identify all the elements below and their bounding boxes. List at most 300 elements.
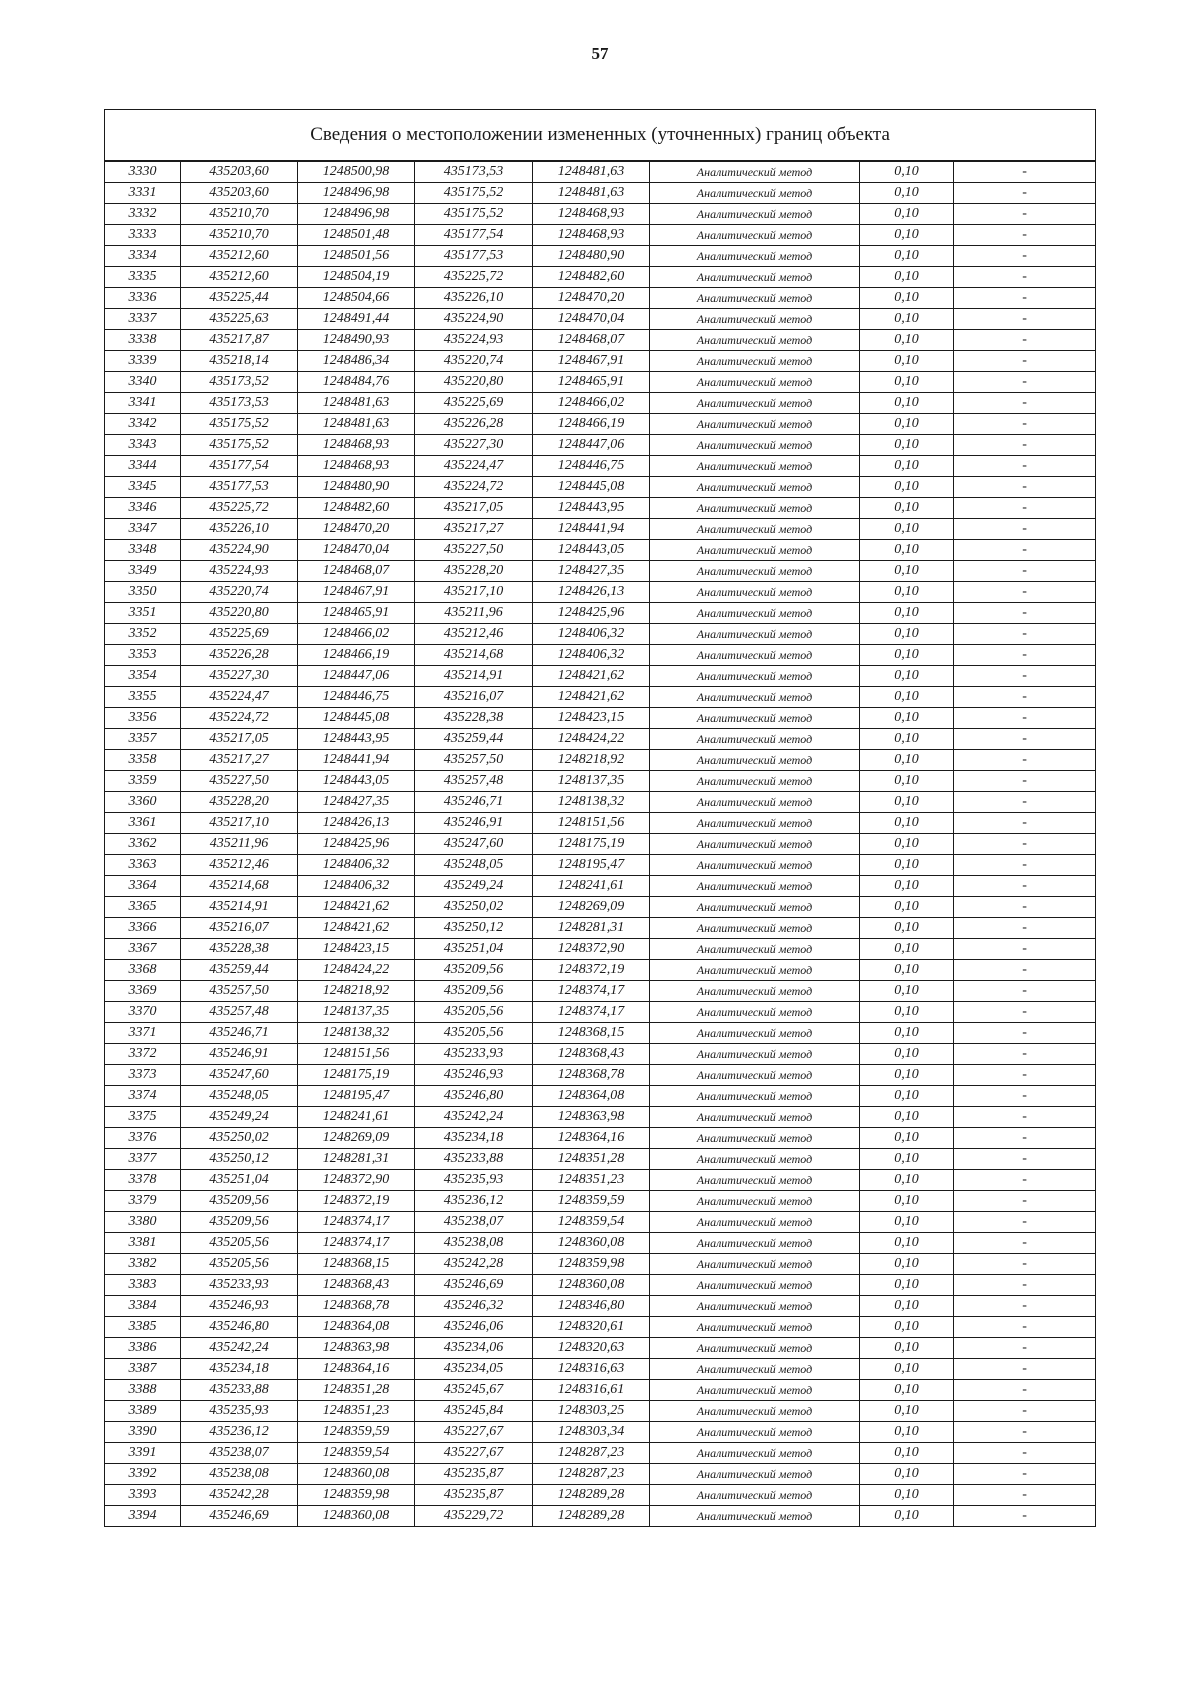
table-row (105, 1233, 1096, 1254)
page-number: 57 (591, 44, 609, 63)
cell-x-old: 435251,04 (181, 1170, 298, 1191)
cell-note: - (954, 1380, 1096, 1401)
cell-accuracy: 0,10 (860, 1065, 954, 1086)
cell-y-old: 1248466,19 (298, 645, 415, 666)
cell-accuracy: 0,10 (860, 225, 954, 246)
table-row (105, 1485, 1096, 1506)
cell-y-old: 1248406,32 (298, 855, 415, 876)
cell-point: 3357 (105, 729, 181, 750)
cell-x-old: 435211,96 (181, 834, 298, 855)
cell-accuracy: 0,10 (860, 1464, 954, 1485)
cell-point: 3344 (105, 456, 181, 477)
cell-method: Аналитический метод (650, 1170, 860, 1191)
cell-y-old: 1248368,43 (298, 1275, 415, 1296)
table-row (105, 666, 1096, 687)
cell-note: - (954, 687, 1096, 708)
cell-method: Аналитический метод (650, 351, 860, 372)
cell-method: Аналитический метод (650, 687, 860, 708)
cell-accuracy: 0,10 (860, 1443, 954, 1464)
cell-y-old: 1248359,98 (298, 1485, 415, 1506)
cell-point: 3387 (105, 1359, 181, 1380)
cell-method: Аналитический метод (650, 183, 860, 204)
cell-x-new: 435259,44 (415, 729, 533, 750)
cell-method: Аналитический метод (650, 435, 860, 456)
cell-method: Аналитический метод (650, 771, 860, 792)
cell-method: Аналитический метод (650, 161, 860, 183)
cell-x-new: 435217,10 (415, 582, 533, 603)
cell-note: - (954, 1275, 1096, 1296)
cell-note: - (954, 1485, 1096, 1506)
cell-x-new: 435249,24 (415, 876, 533, 897)
cell-x-new: 435250,02 (415, 897, 533, 918)
cell-method: Аналитический метод (650, 1254, 860, 1275)
table-row (105, 1086, 1096, 1107)
cell-y-old: 1248425,96 (298, 834, 415, 855)
cell-method: Аналитический метод (650, 939, 860, 960)
cell-x-old: 435236,12 (181, 1422, 298, 1443)
cell-note: - (954, 1023, 1096, 1044)
cell-method: Аналитический метод (650, 1107, 860, 1128)
cell-x-new: 435209,56 (415, 981, 533, 1002)
cell-point: 3348 (105, 540, 181, 561)
cell-x-old: 435225,72 (181, 498, 298, 519)
table-row (105, 981, 1096, 1002)
cell-y-new: 1248424,22 (533, 729, 650, 750)
cell-y-new: 1248320,61 (533, 1317, 650, 1338)
cell-method: Аналитический метод (650, 1044, 860, 1065)
cell-note: - (954, 1296, 1096, 1317)
cell-y-new: 1248423,15 (533, 708, 650, 729)
cell-method: Аналитический метод (650, 960, 860, 981)
cell-accuracy: 0,10 (860, 876, 954, 897)
cell-accuracy: 0,10 (860, 582, 954, 603)
cell-note: - (954, 1086, 1096, 1107)
table-row (105, 246, 1096, 267)
table-row (105, 267, 1096, 288)
cell-accuracy: 0,10 (860, 204, 954, 225)
cell-point: 3382 (105, 1254, 181, 1275)
cell-point: 3358 (105, 750, 181, 771)
cell-method: Аналитический метод (650, 1422, 860, 1443)
cell-note: - (954, 1422, 1096, 1443)
cell-y-old: 1248427,35 (298, 792, 415, 813)
cell-y-new: 1248468,93 (533, 225, 650, 246)
cell-point: 3367 (105, 939, 181, 960)
table-row (105, 876, 1096, 897)
cell-accuracy: 0,10 (860, 729, 954, 750)
cell-y-old: 1248363,98 (298, 1338, 415, 1359)
cell-point: 3364 (105, 876, 181, 897)
cell-point: 3342 (105, 414, 181, 435)
table-row (105, 161, 1096, 183)
cell-x-new: 435224,47 (415, 456, 533, 477)
cell-y-new: 1248316,63 (533, 1359, 650, 1380)
cell-y-new: 1248289,28 (533, 1485, 650, 1506)
cell-point: 3369 (105, 981, 181, 1002)
cell-y-new: 1248468,07 (533, 330, 650, 351)
table-row (105, 960, 1096, 981)
cell-note: - (954, 750, 1096, 771)
cell-x-new: 435228,20 (415, 561, 533, 582)
cell-x-old: 435212,60 (181, 246, 298, 267)
cell-note: - (954, 1170, 1096, 1191)
cell-x-new: 435175,52 (415, 183, 533, 204)
table-row (105, 519, 1096, 540)
cell-point: 3335 (105, 267, 181, 288)
cell-point: 3363 (105, 855, 181, 876)
cell-method: Аналитический метод (650, 1212, 860, 1233)
cell-note: - (954, 1233, 1096, 1254)
cell-y-new: 1248372,90 (533, 939, 650, 960)
cell-y-new: 1248359,98 (533, 1254, 650, 1275)
cell-x-new: 435245,67 (415, 1380, 533, 1401)
cell-note: - (954, 204, 1096, 225)
cell-point: 3360 (105, 792, 181, 813)
cell-x-new: 435235,93 (415, 1170, 533, 1191)
cell-method: Аналитический метод (650, 876, 860, 897)
cell-point: 3347 (105, 519, 181, 540)
table-row (105, 1443, 1096, 1464)
cell-x-new: 435247,60 (415, 834, 533, 855)
cell-point: 3385 (105, 1317, 181, 1338)
cell-x-old: 435246,69 (181, 1506, 298, 1527)
cell-note: - (954, 267, 1096, 288)
table-row (105, 1506, 1096, 1527)
cell-point: 3386 (105, 1338, 181, 1359)
cell-x-new: 435246,80 (415, 1086, 533, 1107)
cell-y-old: 1248151,56 (298, 1044, 415, 1065)
cell-note: - (954, 729, 1096, 750)
cell-y-old: 1248445,08 (298, 708, 415, 729)
cell-method: Аналитический метод (650, 204, 860, 225)
table-row (105, 1023, 1096, 1044)
cell-y-old: 1248421,62 (298, 918, 415, 939)
cell-y-old: 1248351,23 (298, 1401, 415, 1422)
cell-point: 3332 (105, 204, 181, 225)
cell-y-old: 1248468,07 (298, 561, 415, 582)
cell-note: - (954, 1107, 1096, 1128)
cell-x-old: 435225,44 (181, 288, 298, 309)
cell-point: 3371 (105, 1023, 181, 1044)
cell-y-old: 1248470,20 (298, 519, 415, 540)
cell-method: Аналитический метод (650, 1023, 860, 1044)
cell-x-old: 435220,80 (181, 603, 298, 624)
cell-accuracy: 0,10 (860, 498, 954, 519)
cell-method: Аналитический метод (650, 1464, 860, 1485)
cell-method: Аналитический метод (650, 1359, 860, 1380)
cell-x-old: 435175,52 (181, 435, 298, 456)
cell-accuracy: 0,10 (860, 477, 954, 498)
cell-x-new: 435246,93 (415, 1065, 533, 1086)
cell-y-new: 1248138,32 (533, 792, 650, 813)
cell-point: 3351 (105, 603, 181, 624)
cell-method: Аналитический метод (650, 792, 860, 813)
cell-accuracy: 0,10 (860, 1149, 954, 1170)
cell-note: - (954, 246, 1096, 267)
cell-point: 3384 (105, 1296, 181, 1317)
table-row (105, 435, 1096, 456)
cell-method: Аналитический метод (650, 1275, 860, 1296)
cell-y-new: 1248406,32 (533, 624, 650, 645)
cell-x-old: 435247,60 (181, 1065, 298, 1086)
cell-note: - (954, 540, 1096, 561)
cell-accuracy: 0,10 (860, 1107, 954, 1128)
table-row (105, 1002, 1096, 1023)
cell-y-old: 1248443,05 (298, 771, 415, 792)
cell-point: 3389 (105, 1401, 181, 1422)
cell-method: Аналитический метод (650, 519, 860, 540)
cell-accuracy: 0,10 (860, 288, 954, 309)
cell-x-new: 435246,32 (415, 1296, 533, 1317)
table-row (105, 1275, 1096, 1296)
cell-y-new: 1248465,91 (533, 372, 650, 393)
cell-x-old: 435259,44 (181, 960, 298, 981)
cell-accuracy: 0,10 (860, 750, 954, 771)
cell-method: Аналитический метод (650, 1296, 860, 1317)
cell-accuracy: 0,10 (860, 939, 954, 960)
cell-y-new: 1248364,08 (533, 1086, 650, 1107)
cell-x-old: 435246,80 (181, 1317, 298, 1338)
cell-x-new: 435216,07 (415, 687, 533, 708)
cell-method: Аналитический метод (650, 414, 860, 435)
cell-note: - (954, 1317, 1096, 1338)
cell-x-new: 435225,69 (415, 393, 533, 414)
cell-note: - (954, 225, 1096, 246)
table-row (105, 855, 1096, 876)
cell-note: - (954, 519, 1096, 540)
cell-note: - (954, 603, 1096, 624)
cell-note: - (954, 1002, 1096, 1023)
cell-x-old: 435214,91 (181, 897, 298, 918)
cell-y-new: 1248360,08 (533, 1275, 650, 1296)
table-row (105, 288, 1096, 309)
cell-y-new: 1248427,35 (533, 561, 650, 582)
table-row (105, 582, 1096, 603)
cell-method: Аналитический метод (650, 1443, 860, 1464)
cell-point: 3383 (105, 1275, 181, 1296)
table-row (105, 708, 1096, 729)
cell-method: Аналитический метод (650, 1401, 860, 1422)
cell-method: Аналитический метод (650, 813, 860, 834)
cell-accuracy: 0,10 (860, 603, 954, 624)
cell-point: 3365 (105, 897, 181, 918)
cell-x-new: 435224,93 (415, 330, 533, 351)
cell-point: 3350 (105, 582, 181, 603)
cell-x-old: 435214,68 (181, 876, 298, 897)
cell-x-old: 435250,02 (181, 1128, 298, 1149)
table-row (105, 1128, 1096, 1149)
cell-y-old: 1248218,92 (298, 981, 415, 1002)
cell-x-old: 435250,12 (181, 1149, 298, 1170)
cell-accuracy: 0,10 (860, 351, 954, 372)
cell-x-new: 435228,38 (415, 708, 533, 729)
cell-note: - (954, 1212, 1096, 1233)
cell-note: - (954, 1149, 1096, 1170)
table-row (105, 834, 1096, 855)
cell-accuracy: 0,10 (860, 1275, 954, 1296)
cell-x-old: 435225,69 (181, 624, 298, 645)
cell-x-new: 435242,24 (415, 1107, 533, 1128)
cell-y-new: 1248470,04 (533, 309, 650, 330)
cell-x-new: 435226,28 (415, 414, 533, 435)
table-row (105, 645, 1096, 666)
cell-x-new: 435177,54 (415, 225, 533, 246)
cell-x-new: 435257,48 (415, 771, 533, 792)
cell-x-old: 435227,50 (181, 771, 298, 792)
cell-method: Аналитический метод (650, 1149, 860, 1170)
cell-accuracy: 0,10 (860, 1485, 954, 1506)
cell-x-new: 435257,50 (415, 750, 533, 771)
cell-method: Аналитический метод (650, 750, 860, 771)
cell-point: 3370 (105, 1002, 181, 1023)
cell-y-new: 1248480,90 (533, 246, 650, 267)
cell-x-new: 435175,52 (415, 204, 533, 225)
table-row (105, 1464, 1096, 1485)
table-row (105, 204, 1096, 225)
cell-y-new: 1248445,08 (533, 477, 650, 498)
cell-method: Аналитический метод (650, 855, 860, 876)
cell-accuracy: 0,10 (860, 309, 954, 330)
cell-x-old: 435248,05 (181, 1086, 298, 1107)
cell-point: 3368 (105, 960, 181, 981)
cell-note: - (954, 372, 1096, 393)
cell-method: Аналитический метод (650, 309, 860, 330)
cell-y-new: 1248241,61 (533, 876, 650, 897)
cell-method: Аналитический метод (650, 540, 860, 561)
cell-y-new: 1248467,91 (533, 351, 650, 372)
cell-x-new: 435227,67 (415, 1422, 533, 1443)
cell-point: 3337 (105, 309, 181, 330)
cell-method: Аналитический метод (650, 897, 860, 918)
cell-y-old: 1248504,66 (298, 288, 415, 309)
cell-accuracy: 0,10 (860, 981, 954, 1002)
cell-x-old: 435235,93 (181, 1401, 298, 1422)
cell-x-old: 435224,72 (181, 708, 298, 729)
cell-x-old: 435205,56 (181, 1254, 298, 1275)
cell-x-old: 435227,30 (181, 666, 298, 687)
cell-y-old: 1248281,31 (298, 1149, 415, 1170)
cell-x-new: 435211,96 (415, 603, 533, 624)
cell-point: 3353 (105, 645, 181, 666)
cell-x-old: 435210,70 (181, 204, 298, 225)
cell-accuracy: 0,10 (860, 1317, 954, 1338)
table-row (105, 225, 1096, 246)
cell-x-old: 435233,93 (181, 1275, 298, 1296)
cell-accuracy: 0,10 (860, 834, 954, 855)
cell-x-new: 435224,90 (415, 309, 533, 330)
cell-x-new: 435227,67 (415, 1443, 533, 1464)
cell-accuracy: 0,10 (860, 435, 954, 456)
cell-accuracy: 0,10 (860, 1233, 954, 1254)
cell-note: - (954, 351, 1096, 372)
cell-accuracy: 0,10 (860, 372, 954, 393)
cell-x-old: 435242,28 (181, 1485, 298, 1506)
cell-x-old: 435212,60 (181, 267, 298, 288)
cell-y-new: 1248443,05 (533, 540, 650, 561)
table-row (105, 1359, 1096, 1380)
cell-note: - (954, 876, 1096, 897)
cell-note: - (954, 456, 1096, 477)
cell-note: - (954, 1128, 1096, 1149)
cell-accuracy: 0,10 (860, 1380, 954, 1401)
cell-y-new: 1248151,56 (533, 813, 650, 834)
cell-x-new: 435227,30 (415, 435, 533, 456)
cell-x-new: 435251,04 (415, 939, 533, 960)
cell-method: Аналитический метод (650, 708, 860, 729)
table-row (105, 351, 1096, 372)
cell-y-old: 1248372,90 (298, 1170, 415, 1191)
cell-x-old: 435203,60 (181, 183, 298, 204)
cell-y-old: 1248138,32 (298, 1023, 415, 1044)
cell-y-old: 1248470,04 (298, 540, 415, 561)
cell-accuracy: 0,10 (860, 161, 954, 183)
cell-y-new: 1248364,16 (533, 1128, 650, 1149)
cell-note: - (954, 813, 1096, 834)
table-row (105, 771, 1096, 792)
cell-accuracy: 0,10 (860, 330, 954, 351)
table-row (105, 477, 1096, 498)
cell-x-new: 435234,05 (415, 1359, 533, 1380)
cell-x-old: 435217,87 (181, 330, 298, 351)
cell-note: - (954, 414, 1096, 435)
cell-method: Аналитический метод (650, 372, 860, 393)
cell-x-new: 435246,91 (415, 813, 533, 834)
cell-point: 3379 (105, 1191, 181, 1212)
table-row (105, 1044, 1096, 1065)
cell-y-old: 1248364,16 (298, 1359, 415, 1380)
cell-note: - (954, 161, 1096, 183)
cell-method: Аналитический метод (650, 225, 860, 246)
cell-point: 3346 (105, 498, 181, 519)
table-title: Сведения о местоположении измененных (уточненных) границ объекта (105, 110, 1096, 162)
cell-accuracy: 0,10 (860, 813, 954, 834)
cell-x-old: 435224,47 (181, 687, 298, 708)
cell-x-old: 435216,07 (181, 918, 298, 939)
cell-y-new: 1248466,19 (533, 414, 650, 435)
cell-y-new: 1248447,06 (533, 435, 650, 456)
cell-y-new: 1248363,98 (533, 1107, 650, 1128)
cell-accuracy: 0,10 (860, 540, 954, 561)
cell-y-old: 1248504,19 (298, 267, 415, 288)
cell-x-old: 435226,10 (181, 519, 298, 540)
cell-x-new: 435233,88 (415, 1149, 533, 1170)
cell-x-old: 435246,91 (181, 1044, 298, 1065)
cell-point: 3378 (105, 1170, 181, 1191)
cell-method: Аналитический метод (650, 1086, 860, 1107)
cell-y-new: 1248374,17 (533, 981, 650, 1002)
cell-y-new: 1248446,75 (533, 456, 650, 477)
cell-note: - (954, 1044, 1096, 1065)
cell-accuracy: 0,10 (860, 624, 954, 645)
cell-y-old: 1248269,09 (298, 1128, 415, 1149)
cell-point: 3341 (105, 393, 181, 414)
cell-y-old: 1248501,48 (298, 225, 415, 246)
table-row (105, 603, 1096, 624)
cell-x-new: 435242,28 (415, 1254, 533, 1275)
cell-point: 3349 (105, 561, 181, 582)
cell-x-old: 435226,28 (181, 645, 298, 666)
cell-x-old: 435228,38 (181, 939, 298, 960)
table-row (105, 309, 1096, 330)
table-row (105, 1338, 1096, 1359)
cell-method: Аналитический метод (650, 1380, 860, 1401)
cell-accuracy: 0,10 (860, 1422, 954, 1443)
cell-method: Аналитический метод (650, 1191, 860, 1212)
cell-y-new: 1248175,19 (533, 834, 650, 855)
cell-y-old: 1248374,17 (298, 1212, 415, 1233)
table-row (105, 540, 1096, 561)
cell-accuracy: 0,10 (860, 708, 954, 729)
